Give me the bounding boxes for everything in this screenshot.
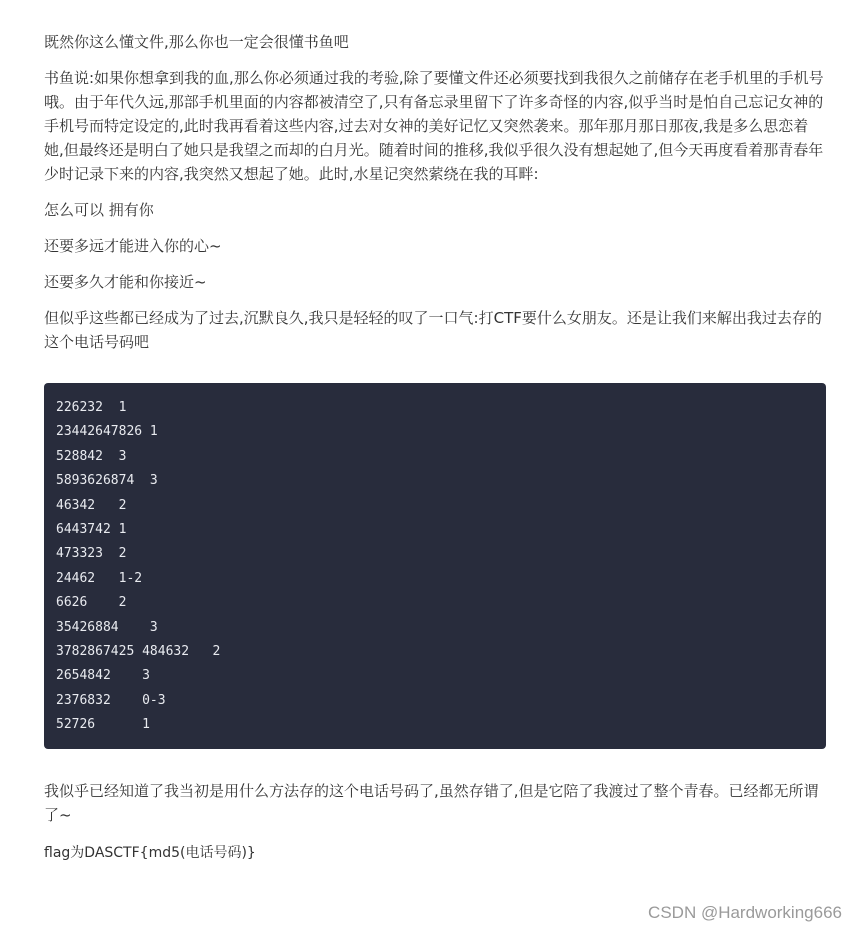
code-line: 226232 1 <box>56 400 127 415</box>
code-line: 6626 2 <box>56 595 127 611</box>
code-line: 2376832 0-3 <box>56 692 166 708</box>
code-line: 6443742 1 <box>56 522 127 538</box>
code-line: 473323 2 <box>56 546 127 562</box>
code-line: 5893626874 3 <box>56 473 158 489</box>
conclusion-paragraph: 我似乎已经知道了我当初是用什么方法存的这个电话号码了,虽然存错了,但是它陪了我渡过了整个青春。已经都无所谓了~ <box>44 782 819 824</box>
code-line: 52726 1 <box>56 717 150 733</box>
story-paragraph: 书鱼说:如果你想拿到我的血,那么你必须通过我的考验,除了要懂文件还必须要找到我很久之前储存在老手机里的手机号哦。由于年代久远,那部手机里面的内容都被清空了,只有备忘录里留下了许多奇怪的内容,似乎当时是怕自己忘记女神的手机号而特定设定的,此时我再看着这些内容,过去对女神的美好记忆又突然袭来。那年那月那日那夜,我是多么思恋着她,但最终还是明白了她只是我望之而却的白月光。随着时间的推移,我似乎很久没有想起她了,但今天再度看着那青春年少时记录下来的内容,我突然又想起了她。此时,水星记突然萦绕在我的耳畔: <box>44 69 824 183</box>
csdn-watermark: CSDN @Hardworking666 <box>648 903 842 922</box>
code-line: 46342 2 <box>56 497 127 513</box>
code-line: 2654842 3 <box>56 668 150 684</box>
challenge-paragraph: 但似乎这些都已经成为了过去,沉默良久,我只是轻轻的叹了一口气:打CTF要什么女朋友。还是让我们来解出我过去存的这个电话号码吧 <box>44 309 822 351</box>
intro-line: 既然你这么懂文件,那么你也一定会很懂书鱼吧 <box>44 33 349 51</box>
flag-format-line: flag为DASCTF{md5(电话号码)} <box>44 845 256 861</box>
code-line: 528842 3 <box>56 448 127 464</box>
code-block <box>44 383 826 749</box>
code-line: 35426884 3 <box>56 619 158 635</box>
lyric-line-3: 还要多久才能和你接近~ <box>44 273 207 291</box>
code-line: 23442647826 1 <box>56 424 158 440</box>
article-body <box>44 30 826 877</box>
lyric-line-1: 怎么可以 拥有你 <box>44 201 154 219</box>
lyric-line-2: 还要多远才能进入你的心~ <box>44 237 222 255</box>
code-line: 3782867425 484632 2 <box>56 644 221 660</box>
code-line: 24462 1-2 <box>56 570 143 586</box>
